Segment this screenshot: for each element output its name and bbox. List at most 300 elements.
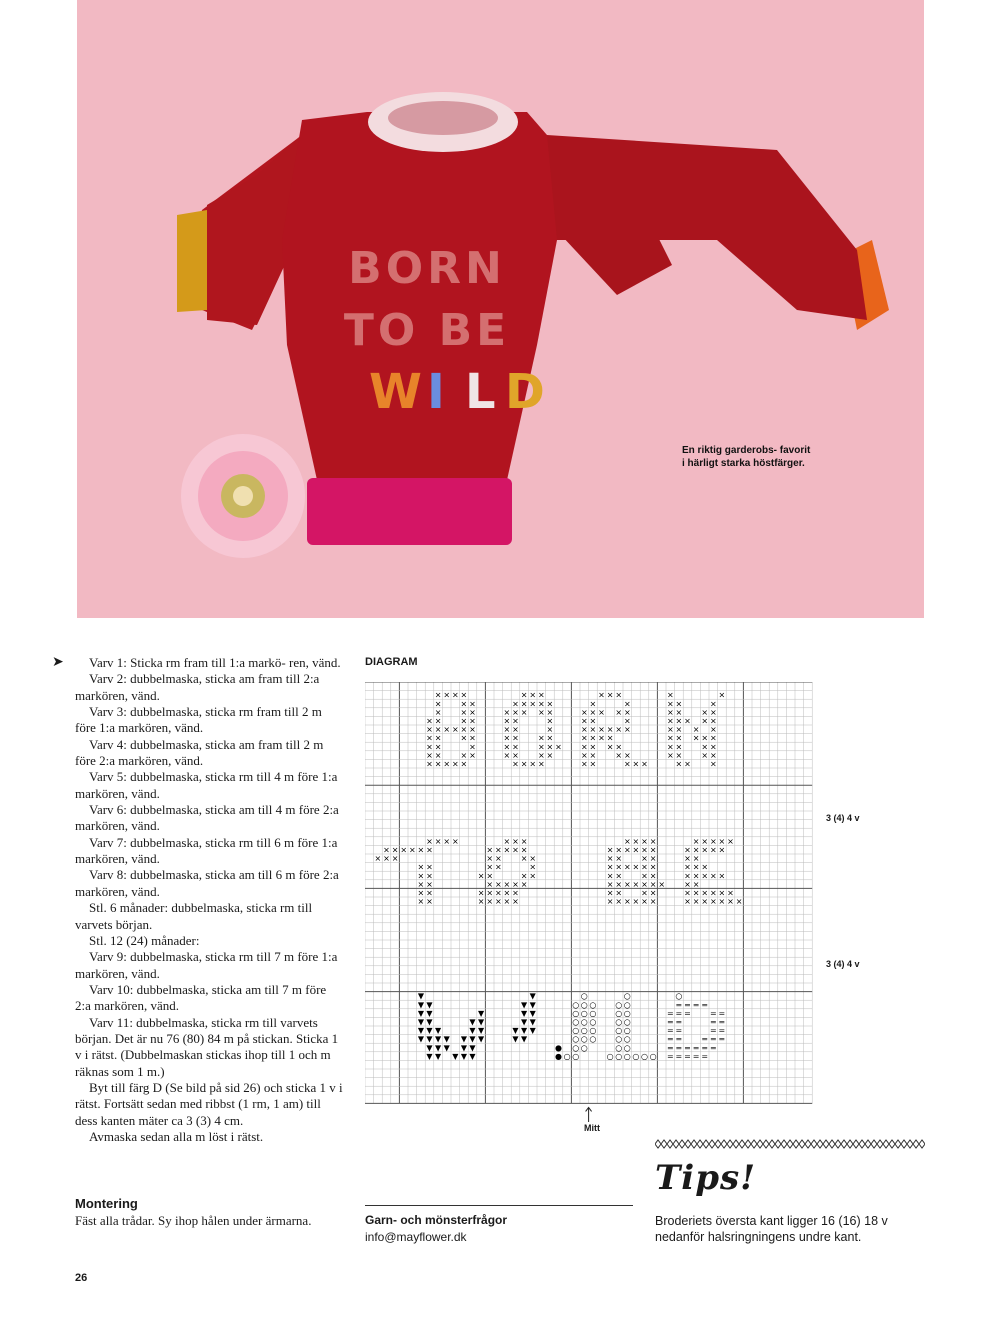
chart-symbol: ▼ xyxy=(521,1026,528,1036)
chart-symbol: × xyxy=(606,845,614,855)
chart-symbol: × xyxy=(503,733,511,743)
sweater-text-line-1: BORN xyxy=(348,243,506,294)
chart-symbol: × xyxy=(434,699,442,709)
chart-symbol: × xyxy=(503,716,511,726)
chart-symbol: × xyxy=(520,854,528,864)
chart-symbol: × xyxy=(709,750,717,760)
chart-symbol: ○ xyxy=(589,1000,597,1010)
instruction-line: Varv 6: dubbelmaska, sticka am till 4 m före 2:a markören, vänd. xyxy=(75,802,339,834)
chart-symbol: × xyxy=(666,742,674,752)
chart-symbol: × xyxy=(675,733,683,743)
chart-symbol: × xyxy=(580,725,588,735)
chart-symbol: × xyxy=(512,750,519,760)
chart-symbol: = xyxy=(692,1051,700,1061)
chart-symbol: × xyxy=(684,759,691,769)
chart-symbol: × xyxy=(666,725,674,735)
chart-symbol: ▼ xyxy=(435,1026,442,1036)
chart-symbol: × xyxy=(623,897,631,907)
chart-symbol: = xyxy=(718,1008,726,1018)
chart-symbol: ○ xyxy=(623,1051,631,1061)
chart-symbol: ▼ xyxy=(417,1034,424,1044)
chart-symbol: × xyxy=(434,836,442,846)
chart-symbol: × xyxy=(709,699,717,709)
chart-symbol: ○ xyxy=(563,1051,571,1061)
chart-symbol: ▼ xyxy=(435,1051,442,1061)
chart-symbol: × xyxy=(400,845,408,855)
chart-symbol: × xyxy=(512,879,519,889)
chart-symbol: ▼ xyxy=(512,1026,519,1036)
chart-symbol: × xyxy=(649,888,657,898)
chart-symbol: ○ xyxy=(572,1026,580,1036)
chart-symbol: ▼ xyxy=(469,1017,476,1027)
chart-symbol: × xyxy=(512,707,519,717)
chart-symbol: × xyxy=(469,707,476,717)
chart-symbol: ○ xyxy=(580,991,588,1001)
chart-symbol: × xyxy=(503,897,511,907)
center-label: Mitt xyxy=(584,1123,600,1133)
chart-symbol: ▼ xyxy=(529,991,536,1001)
gap-label-lower: 3 (4) 4 v xyxy=(826,959,860,969)
instruction-line: Varv 3: dubbelmaska, sticka rm fram till 2 m före 1:a markören, vänd. xyxy=(75,704,322,736)
chart-symbol: = xyxy=(684,1000,691,1010)
chart-symbol: ▼ xyxy=(417,1000,424,1010)
chart-symbol: × xyxy=(649,897,657,907)
chart-symbol: × xyxy=(451,759,459,769)
chart-symbol: × xyxy=(426,733,433,743)
chart-symbol: × xyxy=(666,690,674,700)
chart-symbol: ○ xyxy=(623,1017,631,1027)
instruction-line: Varv 2: dubbelmaska, sticka am fram till 2:a markören, vänd. xyxy=(75,671,320,703)
chart-symbol: ▼ xyxy=(469,1043,476,1053)
chart-symbol: = xyxy=(709,1034,717,1044)
chart-symbol: × xyxy=(709,845,717,855)
chart-symbol: = xyxy=(684,1008,691,1018)
chart-symbol: × xyxy=(606,690,614,700)
chart-symbol: = xyxy=(701,1034,709,1044)
chart-symbol: = xyxy=(692,1043,700,1053)
chart-symbol: ○ xyxy=(589,1026,597,1036)
chart-symbol: ○ xyxy=(580,1000,588,1010)
chart-symbol: × xyxy=(426,897,433,907)
chart-symbol: × xyxy=(684,845,691,855)
chart-symbol: × xyxy=(649,871,657,881)
chart-symbol: × xyxy=(451,836,459,846)
chart-symbol: × xyxy=(684,888,691,898)
chart-symbol: ▼ xyxy=(521,1008,528,1018)
chart-symbol: × xyxy=(580,716,588,726)
chart-symbol: ▼ xyxy=(478,1008,485,1018)
chart-symbol: = xyxy=(675,1026,683,1036)
chart-symbol: = xyxy=(675,1043,683,1053)
chart-symbol: ▼ xyxy=(460,1051,467,1061)
chart-symbol: × xyxy=(580,742,588,752)
chart-symbol: × xyxy=(451,690,459,700)
chart-symbol: × xyxy=(503,836,511,846)
chart-symbol: = xyxy=(709,1008,717,1018)
chart-symbol: × xyxy=(718,836,726,846)
chart-symbol: × xyxy=(615,750,623,760)
chart-symbol: × xyxy=(727,897,734,907)
chart-symbol: × xyxy=(615,854,623,864)
chart-symbol: × xyxy=(537,742,545,752)
chart-symbol: = xyxy=(684,1043,691,1053)
chart-symbol: ○ xyxy=(615,1026,623,1036)
instruction-line: Stl. 6 månader: dubbelmaska, sticka rm till varvets början. xyxy=(75,900,313,932)
sweater-illustration xyxy=(77,0,924,618)
chart-symbol: ▼ xyxy=(417,1026,424,1036)
chart-symbol: × xyxy=(486,862,494,872)
chart-symbol: × xyxy=(675,725,683,735)
chart-symbol: ○ xyxy=(589,1017,597,1027)
chart-symbol: × xyxy=(641,759,648,769)
chart-symbol: = xyxy=(675,1000,683,1010)
chart-symbol: × xyxy=(529,862,537,872)
chart-symbol: × xyxy=(546,733,554,743)
chart-symbol: × xyxy=(623,716,631,726)
chart-symbol: = xyxy=(684,1051,691,1061)
chart-symbol: × xyxy=(623,879,631,889)
chart-symbol: × xyxy=(383,845,390,855)
chart-symbol: × xyxy=(417,845,425,855)
svg-text:L: L xyxy=(465,364,496,420)
chart-symbol: ▼ xyxy=(417,991,424,1001)
chart-symbol: = xyxy=(675,1051,683,1061)
chart-symbol: × xyxy=(529,759,537,769)
chart-symbol: ○ xyxy=(623,1034,631,1044)
chart-symbol: ▼ xyxy=(460,1043,467,1053)
chart-symbol: = xyxy=(666,1051,674,1061)
chart-symbol: × xyxy=(529,699,537,709)
chart-symbol: × xyxy=(666,707,674,717)
knitting-chart xyxy=(365,682,815,1122)
chart-symbol: ▼ xyxy=(426,1043,433,1053)
chart-symbol: × xyxy=(692,836,700,846)
chart-symbol: × xyxy=(709,707,717,717)
chart-symbol: × xyxy=(718,845,726,855)
chart-symbol: × xyxy=(486,871,494,881)
chart-symbol: × xyxy=(641,845,648,855)
chart-symbol: × xyxy=(692,879,700,889)
chart-symbol: = xyxy=(709,1017,717,1027)
chart-symbol: × xyxy=(606,879,614,889)
chart-symbol: = xyxy=(718,1034,726,1044)
chart-symbol: × xyxy=(623,836,631,846)
chart-symbol: ▼ xyxy=(529,1008,536,1018)
chart-symbol: ● xyxy=(555,1043,562,1053)
chart-symbol: = xyxy=(692,1000,700,1010)
chart-symbol: × xyxy=(615,707,623,717)
instruction-line: Stl. 12 (24) månader: xyxy=(89,932,200,948)
chart-symbol: ○ xyxy=(649,1051,657,1061)
contact-email: info@mayflower.dk xyxy=(365,1230,467,1244)
chart-symbol: × xyxy=(512,845,519,855)
chart-symbol: × xyxy=(460,690,468,700)
chart-symbol: × xyxy=(434,690,442,700)
chart-symbol: × xyxy=(520,879,528,889)
chart-symbol: ● xyxy=(555,1051,562,1061)
zigzag-divider xyxy=(655,1138,925,1150)
chart-symbol: ○ xyxy=(580,1026,588,1036)
chart-symbol: × xyxy=(675,750,683,760)
chart-symbol: × xyxy=(701,871,709,881)
chart-symbol: × xyxy=(580,733,588,743)
chart-symbol: × xyxy=(606,742,614,752)
tips-title: Tips! xyxy=(655,1158,757,1198)
chart-symbol: × xyxy=(684,862,691,872)
chart-symbol: × xyxy=(469,725,476,735)
chart-symbol: × xyxy=(684,716,691,726)
chart-symbol: × xyxy=(512,733,519,743)
instructions-column xyxy=(75,655,343,1145)
chart-symbol: × xyxy=(701,845,709,855)
chart-symbol: ▼ xyxy=(426,1000,433,1010)
chart-symbol: × xyxy=(692,733,700,743)
chart-symbol: ▼ xyxy=(443,1043,450,1053)
chart-symbol: ○ xyxy=(615,1017,623,1027)
chart-symbol: × xyxy=(701,707,709,717)
svg-text:W: W xyxy=(369,364,422,420)
chart-symbol: ▼ xyxy=(426,1051,433,1061)
chart-symbol: × xyxy=(632,879,640,889)
chart-symbol: × xyxy=(383,854,390,864)
chart-symbol: × xyxy=(520,690,528,700)
chart-symbol: × xyxy=(537,750,545,760)
chart-symbol: ○ xyxy=(641,1051,648,1061)
chart-symbol: × xyxy=(709,716,717,726)
divider xyxy=(365,1205,633,1206)
chart-symbol: × xyxy=(649,862,657,872)
chart-symbol: × xyxy=(692,897,700,907)
instruction-line: Varv 7: dubbelmaska, sticka rm till 6 m före 1:a markören, vänd. xyxy=(75,834,338,867)
chart-symbol: × xyxy=(709,742,717,752)
chart-symbol: × xyxy=(615,690,623,700)
chart-symbol: ▼ xyxy=(426,1008,433,1018)
chart-symbol: × xyxy=(520,871,528,881)
chart-symbol: × xyxy=(615,725,623,735)
chart-symbol: × xyxy=(606,897,614,907)
montering-text: Fäst alla trådar. Sy ihop hålen under ärmarna. xyxy=(75,1213,312,1228)
chart-symbol: × xyxy=(469,716,476,726)
chart-symbol: × xyxy=(443,690,451,700)
chart-symbol: × xyxy=(426,879,433,889)
chart-symbol: × xyxy=(623,845,631,855)
chart-symbol: ▼ xyxy=(452,1051,459,1061)
chart-symbol: × xyxy=(426,716,433,726)
chart-symbol: × xyxy=(598,690,605,700)
chart-symbol: × xyxy=(641,862,648,872)
chart-symbol: ○ xyxy=(580,1008,588,1018)
chart-symbol: ○ xyxy=(623,1026,631,1036)
chart-symbol: × xyxy=(632,862,640,872)
chart-symbol: ○ xyxy=(606,1051,614,1061)
chart-symbol: × xyxy=(623,750,631,760)
chart-symbol: × xyxy=(460,759,468,769)
chart-symbol: ○ xyxy=(572,1034,580,1044)
chart-symbol: ▼ xyxy=(426,1034,433,1044)
chart-symbol: × xyxy=(589,707,597,717)
chart-symbol: × xyxy=(460,716,468,726)
diagram-title: DIAGRAM xyxy=(365,656,418,668)
chart-symbol: × xyxy=(701,716,709,726)
chart-symbol: × xyxy=(503,742,511,752)
chart-symbol: ○ xyxy=(589,1008,597,1018)
chart-symbol: × xyxy=(426,845,433,855)
chart-symbol: × xyxy=(512,725,519,735)
chart-symbol: × xyxy=(615,879,623,889)
chart-symbol: × xyxy=(486,845,494,855)
chart-symbol: × xyxy=(512,897,519,907)
chart-symbol: × xyxy=(692,862,700,872)
instruction-line: Byt till färg D (Se bild på sid 26) och sticka 1 v i rätst. Fortsätt sedan med ribbst (1 rm, 1 am) till dess kanten mäter ca 3 (3) 4 cm. xyxy=(75,1079,343,1128)
chart-symbol: × xyxy=(434,716,442,726)
chart-symbol: × xyxy=(555,742,562,752)
chart-symbol: × xyxy=(606,854,614,864)
chart-symbol: × xyxy=(727,836,734,846)
chart-symbol: × xyxy=(615,871,623,881)
chart-symbol: × xyxy=(666,716,674,726)
chart-symbol: × xyxy=(512,836,519,846)
chart-symbol: = xyxy=(675,1008,683,1018)
chart-symbol: × xyxy=(641,879,648,889)
instruction-line: Avmaska sedan alla m löst i rätst. xyxy=(89,1128,264,1144)
chart-symbol: × xyxy=(494,879,502,889)
chart-symbol: × xyxy=(615,897,623,907)
instruction-line: Varv 11: dubbelmaska, sticka rm till varvets början. Det är nu 76 (80) 84 m på stickan. Sticka 1 v i rätst. (Dubbelmaskan stickas ihop till 1 och m räknas som 1 m.) xyxy=(75,1014,339,1079)
gerbera-flower-image xyxy=(181,434,305,558)
instruction-line: Varv 4: dubbelmaska, sticka am fram till 2 m före 2:a markören, vänd. xyxy=(75,736,324,769)
chart-symbol: ▼ xyxy=(478,1017,485,1027)
chart-symbol: ○ xyxy=(623,991,631,1001)
chart-symbol: × xyxy=(434,759,442,769)
chart-symbol: × xyxy=(641,888,648,898)
chart-symbol: × xyxy=(486,879,494,889)
chart-symbol: ○ xyxy=(580,1017,588,1027)
chart-symbol: × xyxy=(606,725,614,735)
chart-symbol: × xyxy=(529,871,537,881)
chart-symbol: × xyxy=(486,854,494,864)
chart-symbol: ○ xyxy=(675,991,683,1001)
chart-symbol: × xyxy=(503,845,511,855)
chart-symbol: × xyxy=(735,897,743,907)
chart-symbol: × xyxy=(460,733,468,743)
chart-symbol: × xyxy=(623,707,631,717)
chart-symbol: × xyxy=(537,699,545,709)
chart-symbol: × xyxy=(615,862,623,872)
chart-symbol: × xyxy=(701,888,709,898)
chart-symbol: × xyxy=(546,707,554,717)
chart-symbol: × xyxy=(684,871,691,881)
chart-symbol: × xyxy=(520,836,528,846)
chart-symbol: ○ xyxy=(632,1051,640,1061)
chart-symbol: × xyxy=(391,854,399,864)
chart-symbol: = xyxy=(675,1034,683,1044)
chart-symbol: × xyxy=(692,725,700,735)
chart-symbol: × xyxy=(434,725,442,735)
chart-symbol: × xyxy=(641,854,648,864)
chart-symbol: = xyxy=(701,1043,709,1053)
chart-symbol: × xyxy=(477,897,485,907)
chart-symbol: × xyxy=(675,759,683,769)
chart-symbol: × xyxy=(417,897,425,907)
chart-symbol: × xyxy=(434,742,442,752)
chart-symbol: × xyxy=(615,888,623,898)
chart-symbol: × xyxy=(658,879,666,889)
chart-symbol: × xyxy=(460,750,468,760)
chart-symbol: ○ xyxy=(615,1008,623,1018)
chart-symbol: ○ xyxy=(580,1043,588,1053)
chart-symbol: ○ xyxy=(572,1000,580,1010)
chart-symbol: = xyxy=(666,1008,674,1018)
chart-symbol: × xyxy=(709,733,717,743)
sweater-text-line-2: TO BE xyxy=(343,305,511,356)
chart-symbol: ▼ xyxy=(426,1017,433,1027)
chart-symbol: ▼ xyxy=(521,1000,528,1010)
chart-symbol: × xyxy=(417,871,425,881)
center-arrow-icon xyxy=(586,1107,592,1122)
chart-symbol: ▼ xyxy=(417,1008,424,1018)
svg-text:I: I xyxy=(427,364,445,420)
chart-symbol: = xyxy=(709,1043,717,1053)
chart-symbol: × xyxy=(512,699,519,709)
instruction-line: Varv 10: dubbelmaska, sticka am till 7 m före 2:a markören, vänd. xyxy=(75,981,327,1014)
chart-symbol: × xyxy=(649,854,657,864)
chart-symbol: × xyxy=(546,750,554,760)
chart-symbol: ○ xyxy=(623,1043,631,1053)
tips-text: Broderiets översta kant ligger 16 (16) 18 v nedanför halsringningens undre kant. xyxy=(655,1214,888,1244)
chart-symbol: × xyxy=(443,836,451,846)
photo-caption: En riktig garderobs- favorit i härligt starka höstfärger. xyxy=(682,445,811,469)
chart-symbol: × xyxy=(649,836,657,846)
chart-symbol: × xyxy=(589,742,597,752)
arrow-marker-icon: ➤ xyxy=(52,654,64,670)
chart-symbol: × xyxy=(718,888,726,898)
chart-symbol: ▼ xyxy=(443,1034,450,1044)
chart-symbol: × xyxy=(589,750,597,760)
chart-symbol: × xyxy=(486,897,494,907)
chart-symbol: × xyxy=(709,836,717,846)
chart-symbol: × xyxy=(426,759,433,769)
chart-symbol: × xyxy=(434,733,442,743)
chart-symbol: × xyxy=(546,699,554,709)
chart-symbol: × xyxy=(580,759,588,769)
chart-symbol: × xyxy=(589,759,597,769)
chart-symbol: × xyxy=(632,836,640,846)
chart-symbol: × xyxy=(477,888,485,898)
chart-symbol: × xyxy=(494,888,502,898)
chart-symbol: × xyxy=(520,699,528,709)
chart-symbol: × xyxy=(701,836,709,846)
chart-symbol: × xyxy=(598,725,605,735)
chart-symbol: ○ xyxy=(572,1017,580,1027)
chart-symbol: × xyxy=(623,862,631,872)
chart-symbol: × xyxy=(701,742,709,752)
chart-symbol: = xyxy=(666,1043,674,1053)
chart-symbol: ▼ xyxy=(469,1051,476,1061)
chart-symbol: × xyxy=(615,845,623,855)
chart-symbol: × xyxy=(469,750,476,760)
chart-symbol: × xyxy=(692,845,700,855)
chart-symbol: × xyxy=(684,879,691,889)
chart-symbol: ▼ xyxy=(529,1017,536,1027)
chart-symbol: × xyxy=(520,707,528,717)
chart-symbol: × xyxy=(718,897,726,907)
chart-symbol: × xyxy=(417,879,425,889)
chart-symbol: = xyxy=(675,1017,683,1027)
chart-symbol: × xyxy=(537,690,545,700)
chart-symbol: × xyxy=(443,759,451,769)
chart-symbol: × xyxy=(546,742,554,752)
chart-symbol: × xyxy=(512,742,519,752)
